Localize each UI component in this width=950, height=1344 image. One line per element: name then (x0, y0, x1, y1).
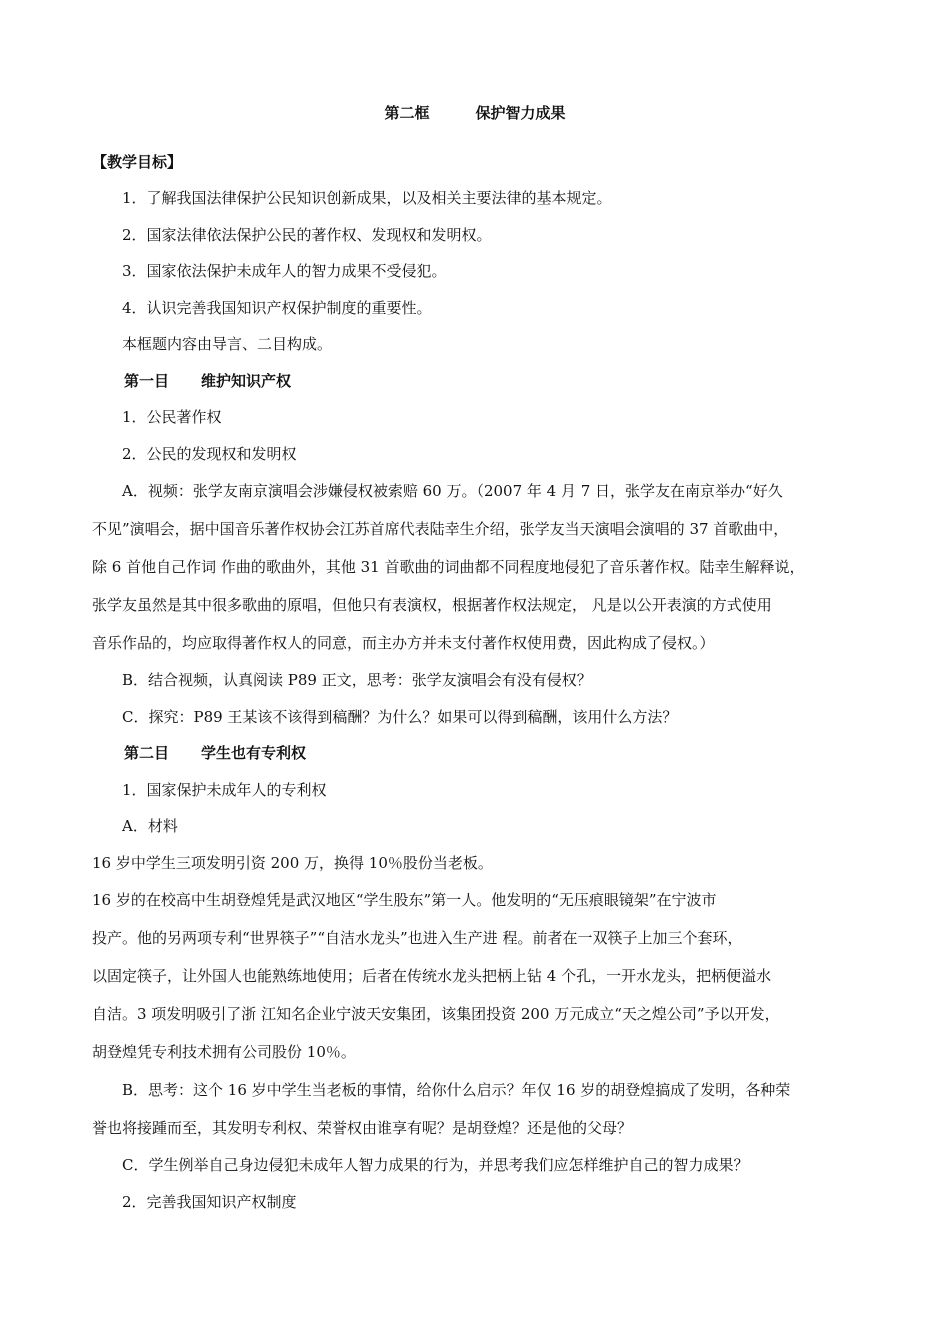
section2-label: 第二目 (124, 744, 170, 762)
section1-heading (92, 363, 862, 400)
material-line: 以固定筷子，让外国人也能熟练地使用；后者在传统水龙头把柄上钻 4 个孔，一开水龙头，把柄便溢水 (92, 967, 772, 985)
section2-heading (92, 735, 862, 772)
section2-case-c: C．学生例举自己身边侵犯未成年人智力成果的行为，并思考我们应怎样维护自己的智力成果？ (122, 1156, 749, 1174)
title-part1: 第二框 (384, 104, 430, 122)
think-line: B．思考：这个 16 岁中学生当老板的事情，给你什么启示？年仅 16 岁的胡登煌搞成了发明，各种荣 (122, 1081, 791, 1099)
material-line: 自洁。3 项发明吸引了浙 江知名企业宁波天安集团，该集团投资 200 万元成立“天之煌公司”予以开发， (92, 1005, 780, 1023)
goal-item: 4．认识完善我国知识产权保护制度的重要性。 (122, 298, 432, 317)
section1-label: 第一目 (124, 371, 170, 390)
case-a-line: A．视频：张学友南京演唱会涉嫌侵权被索赔 60 万。（2007 年 4 月 7 日，张学友在南京举办“好久 (122, 482, 783, 500)
material-headline: 16 岁中学生三项发明引资 200 万，换得 10％股份当老板。 (92, 853, 493, 872)
case-a-line: 不见”演唱会，据中国音乐著作权协会江苏首席代表陆幸生介绍，张学友当天演唱会演唱的 37 首歌曲中， (92, 520, 789, 538)
intro-text: 本框题内容由导言、二目构成。 (122, 335, 333, 353)
case-b-text: B．结合视频，认真阅读 P89 正文，思考：张学友演唱会有没有侵权？ (122, 671, 592, 689)
section2-item: 1．国家保护未成年人的专利权 (122, 780, 327, 799)
page-title (0, 102, 950, 123)
case-a-line: 除 6 首他自己作词 作曲的歌曲外，其他 31 首歌曲的词曲都不同程度地侵犯了音乐著作权。陆幸生解释说， (92, 558, 805, 576)
goal-heading: 【教学目标】 (92, 153, 183, 171)
goal-item: 1．了解我国法律保护公民知识创新成果，以及相关主要法律的基本规定。 (122, 189, 612, 207)
section2-title: 学生也有专利权 (201, 744, 307, 762)
section1-item: 1．公民著作权 (122, 408, 222, 426)
goal-item: 2．国家法律依法保护公民的著作权、发现权和发明权。 (122, 225, 492, 244)
section2-item: 2．完善我国知识产权制度 (122, 1192, 297, 1211)
material-line: 16 岁的在校高中生胡登煌凭是武汉地区“学生股东”第一人。他发明的“无压痕眼镜架”在宁波市 (92, 891, 717, 909)
material-label: A．材料 (122, 817, 178, 835)
case-a-line: 音乐作品的，均应取得著作权人的同意，而主办方并未支付著作权使用费，因此构成了侵权。） (92, 634, 715, 652)
case-c-text: C．探究：P89 王某该不该得到稿酬？为什么？如果可以得到稿酬，该用什么方法？ (122, 707, 678, 726)
section1-title: 维护知识产权 (201, 371, 292, 390)
goal-item: 3．国家依法保护未成年人的智力成果不受侵犯。 (122, 262, 447, 280)
case-a-line: 张学友虽然是其中很多歌曲的原唱，但他只有表演权，根据著作权法规定， 凡是以公开表演的方式使用 (92, 596, 772, 614)
material-line: 胡登煌凭专利技术拥有公司股份 10％。 (92, 1043, 356, 1061)
think-line: 誉也将接踵而至，其发明专利权、荣誉权由谁享有呢？是胡登煌？还是他的父母？ (92, 1119, 633, 1137)
material-line: 投产。他的另两项专利“世界筷子”“自洁水龙头”也进入生产进 程。前者在一双筷子上加三个套环， (92, 929, 743, 947)
title-part2: 保护智力成果 (475, 104, 566, 122)
section1-item: 2．公民的发现权和发明权 (122, 444, 297, 463)
document-body (92, 180, 862, 1220)
